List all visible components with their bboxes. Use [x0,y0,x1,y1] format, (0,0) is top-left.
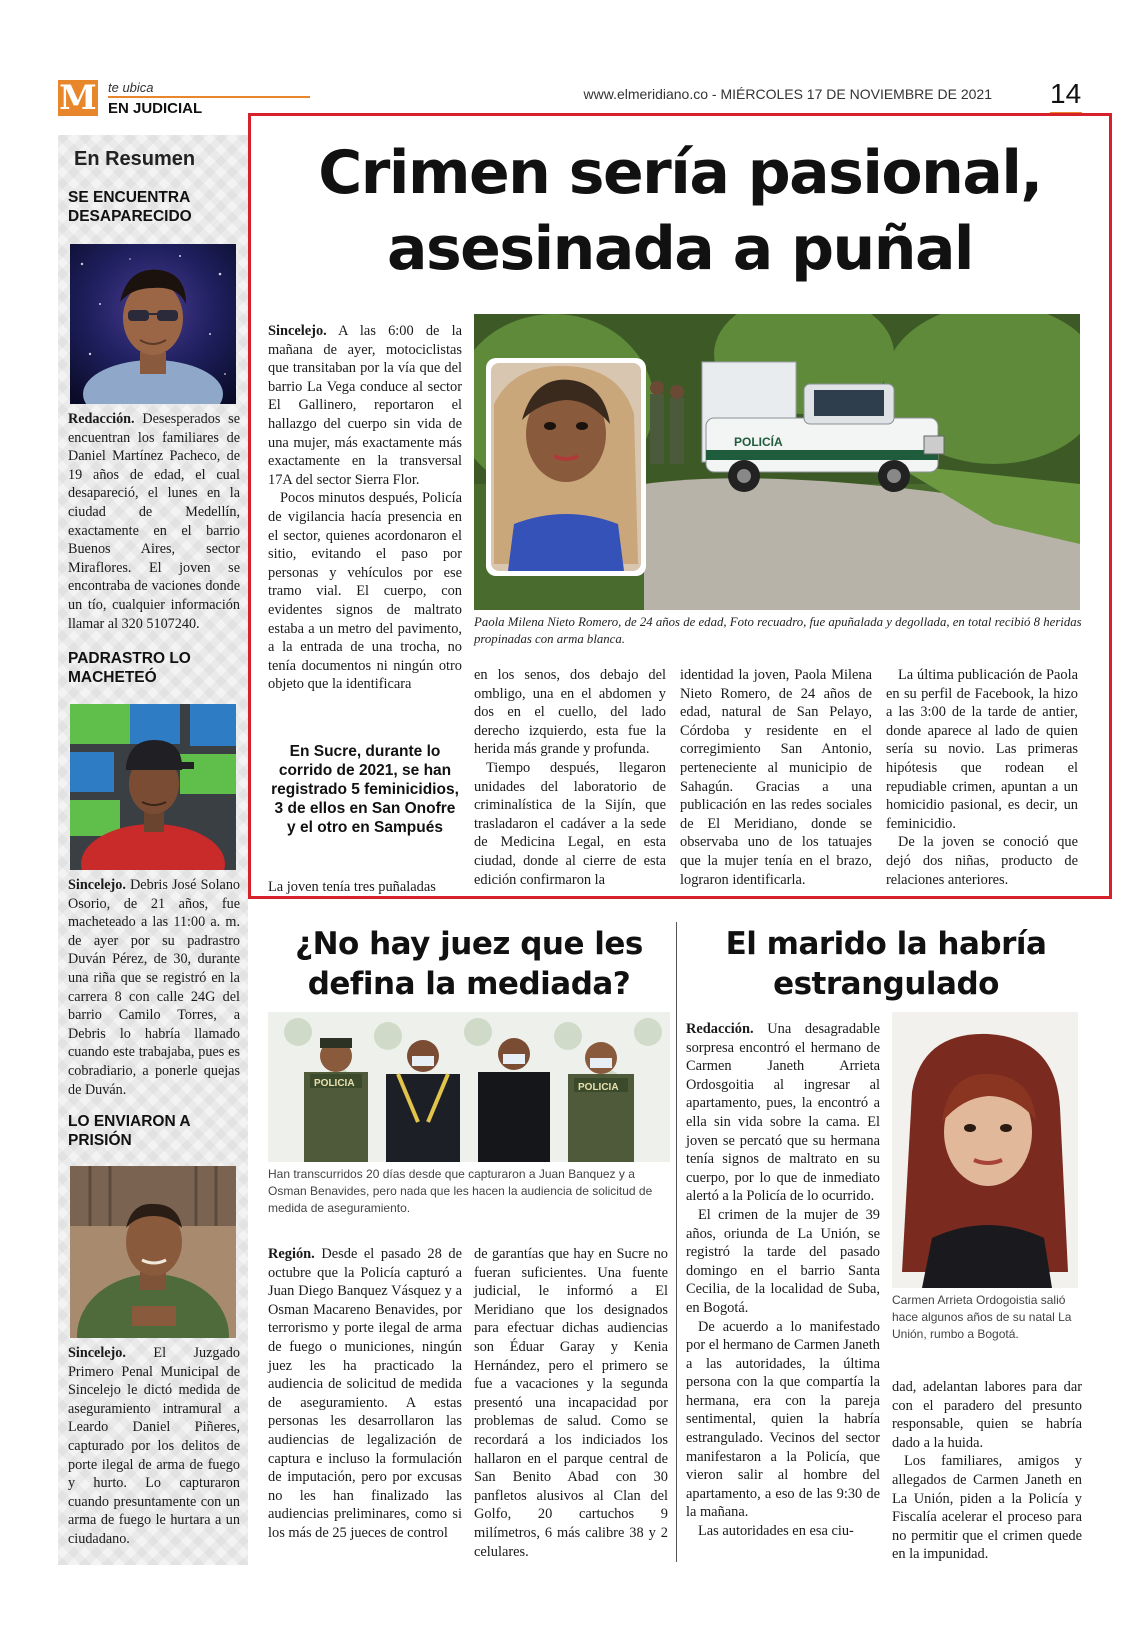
story3-column-1 [686,1020,880,1541]
main-story-col4-paragraph-2: De la joven se conoció que dejó dos niñas, producto de relaciones anteriores. [886,834,1078,888]
sidebar-item-3-text: El Juzgado Primero Penal Municipal de Sincelejo le dictó medida de aseguramiento intramural a Leardo Daniel Piñeres, capturado por los delitos de porte ilegal de arma de fuego y hurto. Lo capturaron cuando presuntamente con un arma de fuego le hurtara a un ciudadano. [68,1345,240,1547]
main-story-photo [474,314,1080,610]
story3-headline: El marido la habría estrangulado [725,926,1047,1002]
story2-column-2 [474,1245,668,1561]
story3-photo [892,1012,1078,1288]
main-story-col2-paragraph-2: Tiempo después, llegaron unidades del laboratorio de criminalística de la Sijín, que trasladaron el cadáver a la sede de Medicina Legal, en esta ciudad, donde al cierre de esta edición confirmaron la [474,759,666,888]
dateline: www.elmeridiano.co - MIÉRCOLES 17 DE NOVIEMBRE DE 2021 [583,86,992,102]
sidebar-item-2-lead: Sincelejo. [68,877,126,893]
story3-lead: Redacción. [686,1021,754,1037]
column-divider [676,922,677,1562]
main-story-col1-paragraph-2: Pocos minutos después, Policía de vigilancia hacía presencia en el sector, quienes acordonaron el sitio, evitando el paso por personas y vehículos por ese tramo vial. El cuerpo, con evidentes signos de maltrato estaba a un metro del pavimento, a la entrada de una trocha, no tenía documentos ni ningún otro objeto que la identificara [268,490,462,693]
sidebar-photo-injured-young-man [70,704,236,870]
story2-lead: Región. [268,1246,315,1262]
main-story-col3-paragraph-1: identidad la joven, Paola Milena Nieto Romero, de 24 años de edad, natural de San Pelayo, Córdoba y residente en el corregimiento San Antonio, perteneciente al municipio de Sahagún. Gracias a una publicación en las redes sociales de El Meridiano, donde se observaba uno de los tatuajes que la mujer tenía en el brazo, lograron identificarla. [680,667,872,888]
main-story-column-1-bottom [268,878,462,897]
main-story-col1-paragraph-3: La joven tenía tres puñaladas [268,879,436,895]
story3-column-2 [892,1378,1082,1564]
story2-headline: ¿No hay juez que les defina la mediada? [295,926,643,1002]
main-story-photo-caption: Paola Milena Nieto Romero, de 24 años de edad, Foto recuadro, fue apuñalada y degollada, en total recibió 8 heridas propinadas con arma blanca. [474,615,1082,646]
story3-col2-paragraph-2: Los familiares, amigos y allegados de Carmen Janeth en La Unión, piden a la Policía y Fiscalía acelerar el proceso para no permitir que el crimen quede en la impunidad. [892,1453,1082,1563]
sidebar-item-1-text: Desesperados se encuentran los familiares de Daniel Martínez Pacheco, de 19 años de edad, el cual desapareció, el lunes en la ciudad de Medellín, exactamente en el barrio Buenos Aires, sector Miraflores. El joven se encontraba de vaciones donde un tío, cualquier información llamar al 320 5107240. [68,411,240,632]
story2-col1-paragraph [268,1245,462,1543]
officer-vest-text-1: POLICIA [314,1078,355,1089]
sidebar-photo-missing-man [70,244,236,404]
main-story-column-2 [474,666,666,889]
main-story-col2-paragraph-1: en los senos, dos debajo del ombligo, una en el abdomen y dos en el cuello, del lado derecho izquierdo, esta fue la herida más grande y profunda. [474,667,666,758]
sidebar-title: En Resumen [74,148,196,170]
main-story-column-4 [886,666,1078,889]
story3-col1-p1-text: Una desagradable sorpresa encontró el hermano de Carmen Janeth Arrieta Ordosgoitia al ingresar al apartamento, pues, la encontró a ella sin vida sobre la cama. El joven se percató que su hermana tenía signos de maltrato en su cuerpo, por lo que de inmediato alertó a la Policía de lo ocurrido. [686,1021,880,1205]
story3-col1-paragraph-3: De acuerdo a lo manifestado por el hermano de Carmen Janeth a las autoridades, la última persona con la que compartía la hermana, era con la pareja sentimental, quien la habría estrangulado. Vecinos del sector manifestaron a la Policía, que vieron salir al hombre del apartamento, a eso de las 9:30 de la mañana. [686,1318,880,1521]
story3-col2-paragraph-1: dad, adelantan labores para dar con el paradero del presunto responsable, quien se habría dado a la huida. [892,1379,1082,1451]
story2-photo-caption: Han transcurridos 20 días desde que capturaron a Juan Banquez y a Osman Benavides, pero nada que les hacen la audiencia de solicitud de medida de aseguramiento. [268,1167,653,1215]
main-story-col1-p1-text: A las 6:00 de la mañana de ayer, motociclistas que transitaban por la vía que del barrio La Vega conduce al sector El Gallinero, reportaron el hallazgo del cuerpo sin vida de una mujer, más exactamente más exactamente en la transversal 17A del sector Sierra Flor. [268,323,462,488]
story3-col1-paragraph-2: El crimen de la mujer de 39 años, oriunda de La Unión, se registró la tarde del pasado domingo en el barrio Santa Cecilia, de la localidad de Suba, en Bogotá. [686,1206,880,1316]
sidebar-item-1-lead: Redacción. [68,411,135,427]
sidebar-item-3-body [68,1344,240,1549]
sidebar-item-1-headline: SE ENCUENTRA DESAPARECIDO [68,189,192,225]
story2-column-1 [268,1245,462,1543]
main-story-col4-paragraph-1: La última publicación de Paola en su perfil de Facebook, la hizo a las 3:00 de la tarde de antier, donde aparece al lado de quien sería su novio. Las primeras hipótesis que rodean el repudiable crimen, apuntan a un homicidio pasional, es decir, un feminicidio. [886,667,1078,832]
section-name: EN JUDICIAL [108,100,203,117]
main-story-lead: Sincelejo. [268,323,327,339]
sidebar-item-1-body [68,410,240,633]
main-story-pull-quote: En Sucre, durante lo corrido de 2021, se han registrado 5 feminicidios, 3 de ellos en San Onofre y el otro en Sampués [271,743,459,836]
sidebar-item-2-body [68,876,240,1099]
main-story-column-3 [680,666,872,889]
header-rule [108,96,310,98]
sidebar-item-2-text: Debris José Solano Osorio, de 21 años, fue macheteado a las 11:00 a. m. de ayer por su padrastro Duván Pérez, de 30, durante una riña que se registró en la carrera 8 con calle 24G del barrio Camilo Torres, a Debris lo habría llamado cuando este trabajaba, pues es cobradiario, a ponerle quejas de Duván. [68,877,241,1098]
story3-col1-paragraph-1 [686,1020,880,1206]
section-kicker: te ubica [108,80,154,95]
officer-vest-text-2: POLICIA [578,1082,619,1093]
story3-col1-paragraph-4: Las autoridades en esa ciu- [698,1523,854,1540]
sidebar-item-3-headline: LO ENVIARON A PRISIÓN [68,1113,190,1149]
police-vehicle-text: POLICÍA [734,435,783,449]
page-number: 14 [1050,78,1082,109]
sidebar-item-2-headline: PADRASTRO LO MACHETEÓ [68,650,191,686]
sidebar-photo-arrested-man [70,1166,236,1338]
story2-col1-text: Desde el pasado 28 de octubre que la Policía capturó a Juan Diego Banquez Vásquez y a Osman Macareno Benavides, por terrorismo y porte ilegal de arma de fuego o municiones, ningún juez les ha practicado la audiencia de solicitud de medida de aseguramiento. A estas personas les desarrollaron las audiencias de legalización de captura e incluso la formulación de imputación, pero por excusas no les han finalizado las audiencias preliminares, como si los más de 25 jueces de control [268,1246,462,1541]
sidebar-item-3-lead: Sincelejo. [68,1345,126,1361]
main-story-column-1 [268,322,462,694]
story2-photo [268,1012,670,1162]
story3-photo-caption: Carmen Arrieta Ordogoistia salió hace algunos años de su natal La Unión, rumbo a Bogotá. [892,1293,1072,1341]
newspaper-logo: M [59,78,97,118]
main-story-headline: Crimen sería pasional, asesinada a puñal [318,138,1042,284]
story2-col2-paragraph: de garantías que hay en Sucre no fueran suficientes. Una fuente judicial, le informó a El Meridiano que los designados para efectuar dichas audiencias son Éduar Garay y Kenia Hernández, pero el primero se fue a vacaciones y la segunda presentó una incapacidad por problemas de salud. Como se recordará a los indiciados los hallaron en el parque central de San Benito Abad con 30 panfletos alusivos al Clan del Golfo, 20 cartuchos 9 milímetros, 6 más calibre 38 y 2 celulares. [474,1246,668,1560]
main-story-col1-paragraph-1 [268,322,462,489]
